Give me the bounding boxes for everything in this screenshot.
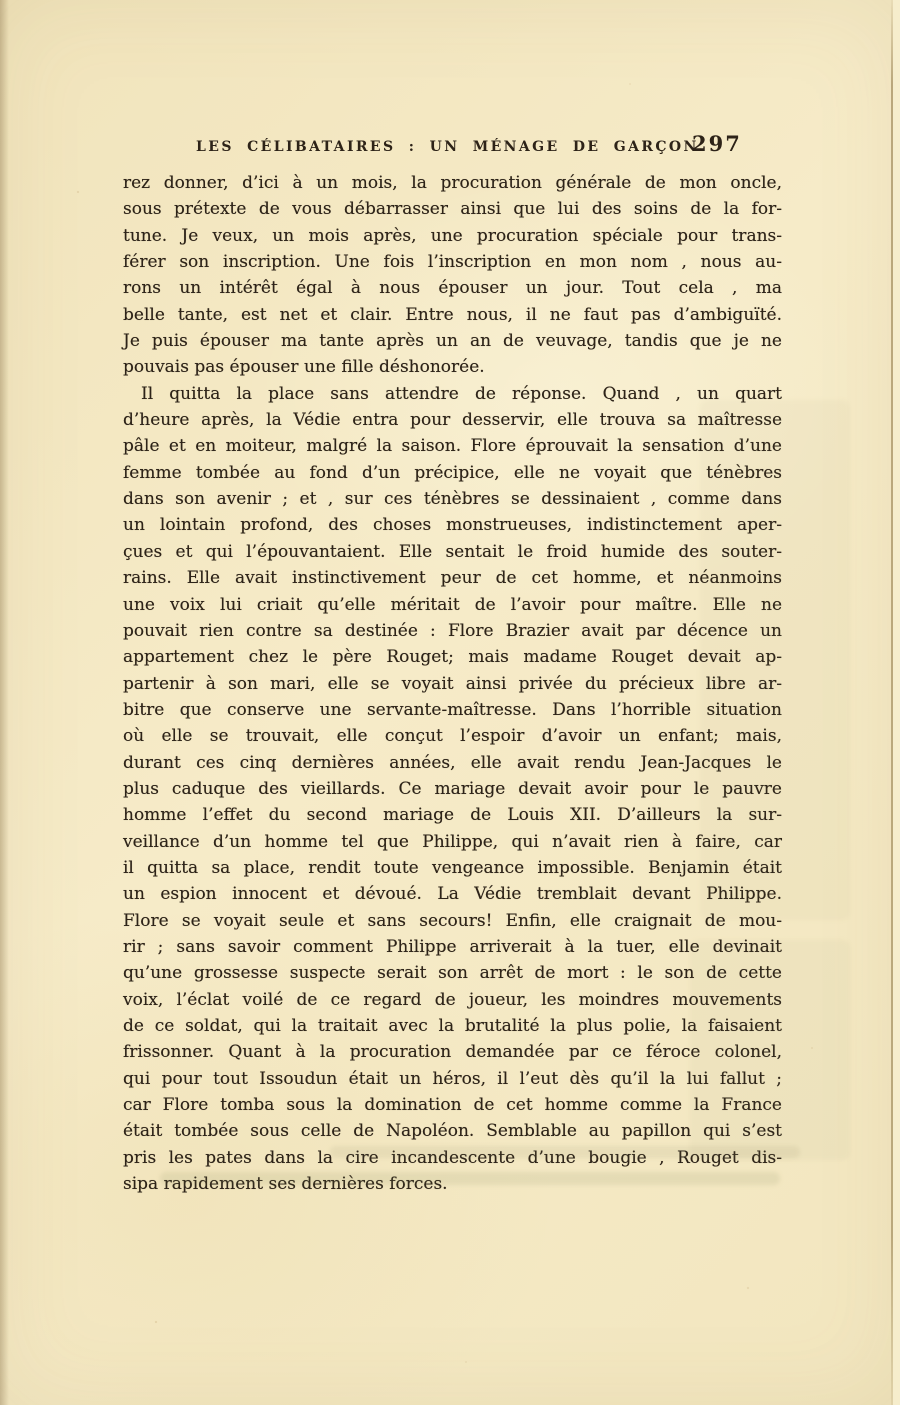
page-number: 297 bbox=[692, 131, 742, 156]
text-line: çues et qui l’épouvantaient. Elle sentait le froid humide des souter- bbox=[123, 541, 782, 562]
text-line: tune. Je veux, un mois après, une procuration spéciale pour trans- bbox=[123, 225, 782, 246]
paragraph-continuation bbox=[123, 170, 782, 381]
text-line: rez donner, d’ici à un mois, la procuration générale de mon oncle, bbox=[123, 173, 782, 193]
paragraph-main bbox=[123, 381, 782, 1198]
text-line: férer son inscription. Une fois l’inscription en mon nom , nous au- bbox=[123, 252, 782, 273]
text-line: une voix lui criait qu’elle méritait de l’avoir pour maître. Elle ne bbox=[123, 594, 782, 615]
text-line: partenir à son mari, elle se voyait ainsi privée du précieux libre ar- bbox=[123, 673, 782, 694]
text-line: rons un intérêt égal à nous épouser un jour. Tout cela , ma bbox=[123, 278, 782, 299]
text-line: était tombée sous celle de Napoléon. Semblable au papillon qui s’est bbox=[123, 1121, 782, 1142]
scan-right-margin bbox=[893, 0, 900, 1405]
text-line: d’heure après, la Védie entra pour desservir, elle trouva sa maîtresse bbox=[123, 410, 782, 431]
text-line: rains. Elle avait instinctivement peur de cet homme, et néanmoins bbox=[123, 568, 782, 589]
text-line: sipa rapidement ses dernières forces. bbox=[123, 1174, 448, 1195]
running-header bbox=[0, 0, 900, 156]
body-text bbox=[123, 170, 782, 1197]
text-line: de ce soldat, qui la traitait avec la brutalité la plus polie, la faisaient bbox=[123, 1016, 782, 1036]
text-line: pris les pates dans la cire incandescente d’une bougie , Rouget dis- bbox=[123, 1147, 782, 1168]
text-line: un espion innocent et dévoué. La Védie tremblait devant Philippe. bbox=[123, 884, 782, 905]
text-line: voix, l’éclat voilé de ce regard de joueur, les moindres mouvements bbox=[123, 989, 782, 1010]
text-line: belle tante, est net et clair. Entre nous, il ne faut pas d’ambiguïté. bbox=[123, 304, 782, 325]
text-line: rir ; sans savoir comment Philippe arriverait à la tuer, elle devinait bbox=[123, 936, 782, 957]
text-line: Je puis épouser ma tante après un an de veuvage, tandis que je ne bbox=[123, 331, 782, 352]
text-line: veillance d’un homme tel que Philippe, qui n’avait rien à faire, car bbox=[123, 831, 782, 852]
text-line: qu’une grossesse suspecte serait son arrêt de mort : le son de cette bbox=[123, 963, 782, 984]
text-line: Flore se voyait seule et sans secours! Enfin, elle craignait de mou- bbox=[123, 910, 782, 931]
text-line: dans son avenir ; et , sur ces ténèbres se dessinaient , comme dans bbox=[123, 489, 782, 510]
text-line: bitre que conserve une servante-maîtresse. Dans l’horrible situation bbox=[123, 699, 782, 720]
text-line: appartement chez le père Rouget; mais madame Rouget devait ap- bbox=[123, 647, 782, 668]
text-line: un lointain profond, des choses monstrueuses, indistinctement aper- bbox=[123, 515, 782, 536]
text-line: frissonner. Quant à la procuration demandée par ce féroce colonel, bbox=[123, 1042, 782, 1063]
text-line: pouvais pas épouser une fille déshonorée. bbox=[123, 357, 485, 378]
text-line: car Flore tomba sous la domination de cet homme comme la France bbox=[123, 1095, 782, 1116]
text-line: pâle et en moiteur, malgré la saison. Flore éprouvait la sensation d’une bbox=[123, 436, 782, 457]
running-header-title: LES CÉLIBATAIRES : UN MÉNAGE DE GARÇON. bbox=[196, 139, 706, 155]
text-line: où elle se trouvait, elle conçut l’espoir d’avoir un enfant; mais, bbox=[123, 726, 782, 747]
text-line: pouvait rien contre sa destinée : Flore Brazier avait par décence un bbox=[123, 620, 782, 641]
text-line: il quitta sa place, rendit toute vengeance impossible. Benjamin était bbox=[123, 857, 782, 878]
text-line: sous prétexte de vous débarrasser ainsi que lui des soins de la for- bbox=[123, 199, 782, 220]
text-line: femme tombée au fond d’un précipice, elle ne voyait que ténèbres bbox=[123, 462, 782, 483]
text-line: plus caduque des vieillards. Ce mariage devait avoir pour le pauvre bbox=[123, 778, 782, 799]
text-line: homme l’effet du second mariage de Louis XII. D’ailleurs la sur- bbox=[123, 805, 782, 826]
scan-left-edge bbox=[0, 0, 9, 1405]
text-line: Il quitta la place sans attendre de réponse. Quand , un quart bbox=[141, 383, 782, 404]
text-line: durant ces cinq dernières années, elle avait rendu Jean-Jacques le bbox=[123, 752, 782, 773]
text-line: qui pour tout Issoudun était un héros, il l’eut dès qu’il la lui fallut ; bbox=[123, 1068, 782, 1089]
